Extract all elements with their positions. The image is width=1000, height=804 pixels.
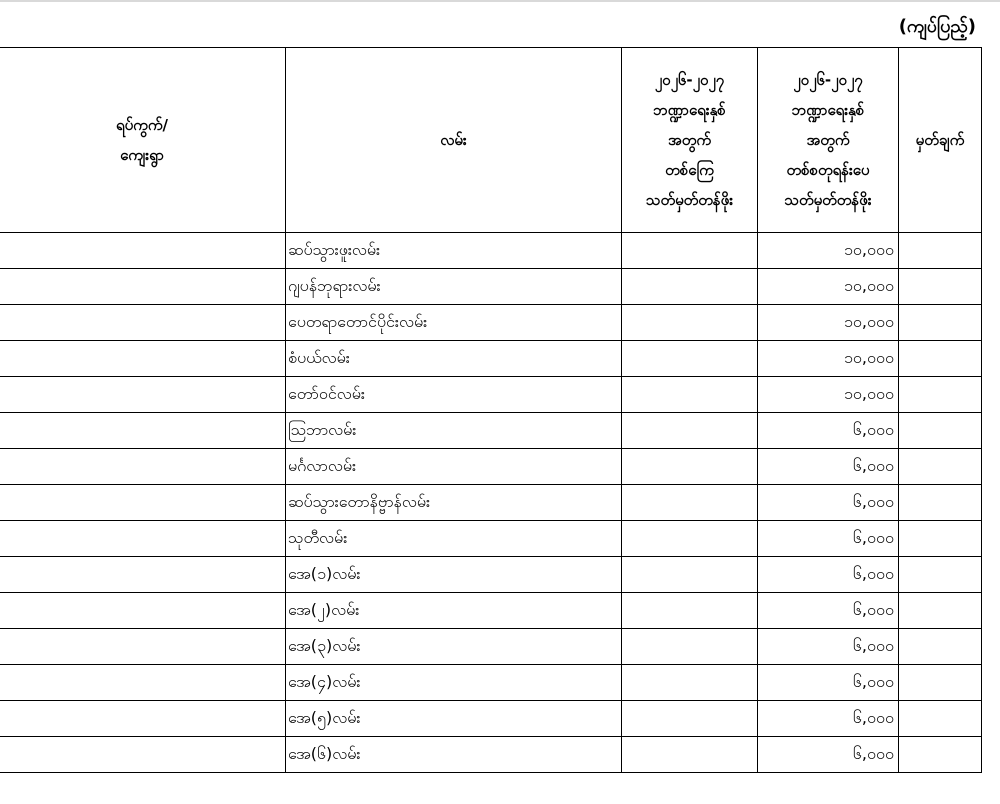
remarks-cell [899, 413, 982, 449]
fee-monthly-cell [622, 521, 758, 557]
header-fee-monthly-line-5: သတ်မှတ်တန်ဖိုး [645, 191, 734, 209]
fee-value-cell: ၆,၀၀၀ [758, 737, 899, 773]
header-fee-per-pole-line-3: အတွက် [806, 131, 850, 149]
remarks-cell [899, 269, 982, 305]
page-top-rule [0, 0, 1000, 2]
fee-value-cell: ၆,၀၀၀ [758, 665, 899, 701]
ward-cell [0, 557, 286, 593]
ward-cell [0, 593, 286, 629]
road-name-cell: အေ(၄)လမ်း [286, 665, 622, 701]
fee-monthly-cell [622, 593, 758, 629]
road-name-cell: အေ(၆)လမ်း [286, 737, 622, 773]
fee-monthly-cell [622, 629, 758, 665]
fee-value-cell: ၁၀,၀၀၀ [758, 305, 899, 341]
fee-value-cell: ၁၀,၀၀၀ [758, 377, 899, 413]
table-row [0, 737, 982, 773]
remarks-cell [899, 233, 982, 269]
header-road-line-1: လမ်း [440, 131, 467, 149]
fee-monthly-cell [622, 701, 758, 737]
fee-monthly-cell [622, 737, 758, 773]
road-name-cell: သြဘာလမ်း [286, 413, 622, 449]
fee-monthly-cell [622, 485, 758, 521]
remarks-cell [899, 341, 982, 377]
ward-cell [0, 449, 286, 485]
ward-cell [0, 629, 286, 665]
table-row [0, 305, 982, 341]
fee-value-cell: ၁၀,၀၀၀ [758, 233, 899, 269]
ward-cell [0, 269, 286, 305]
table-row [0, 629, 982, 665]
fee-value-cell: ၆,၀၀၀ [758, 413, 899, 449]
road-name-cell: ဆပ်သွားတောနိဗ္ဗာန်လမ်း [286, 485, 622, 521]
ward-cell [0, 233, 286, 269]
road-name-cell: အေ(၅)လမ်း [286, 701, 622, 737]
road-name-cell: ဆပ်သွားဖူးလမ်း [286, 233, 622, 269]
header-fee-monthly [622, 48, 758, 233]
fee-value-cell: ၆,၀၀၀ [758, 629, 899, 665]
header-fee-per-pole [758, 48, 899, 233]
table-row [0, 557, 982, 593]
ward-cell [0, 341, 286, 377]
header-ward-line-1: ရပ်ကွက်/ [115, 116, 168, 134]
road-name-cell: စံပယ်လမ်း [286, 341, 622, 377]
remarks-cell [899, 557, 982, 593]
ward-cell [0, 665, 286, 701]
fee-monthly-cell [622, 557, 758, 593]
fee-monthly-cell [622, 413, 758, 449]
road-name-cell: ဂျပန်ဘုရားလမ်း [286, 269, 622, 305]
remarks-cell [899, 629, 982, 665]
table-row [0, 521, 982, 557]
ward-cell [0, 737, 286, 773]
fee-value-cell: ၆,၀၀၀ [758, 557, 899, 593]
fee-value-cell: ၆,၀၀၀ [758, 521, 899, 557]
remarks-cell [899, 521, 982, 557]
table-row [0, 269, 982, 305]
header-fee-per-pole-line-2: ဘဏ္ဍာရေးနှစ် [791, 101, 865, 119]
fee-value-cell: ၆,၀၀၀ [758, 593, 899, 629]
table-row [0, 449, 982, 485]
table-row [0, 701, 982, 737]
fee-value-cell: ၆,၀၀၀ [758, 701, 899, 737]
fee-monthly-cell [622, 377, 758, 413]
fee-value-cell: ၆,၀၀၀ [758, 449, 899, 485]
remarks-cell [899, 449, 982, 485]
header-fee-monthly-line-3: အတွက် [667, 131, 712, 149]
ward-cell [0, 377, 286, 413]
table-header-row [0, 48, 982, 233]
table-row [0, 485, 982, 521]
header-fee-per-pole-line-5: သတ်မှတ်တန်ဖိုး [784, 191, 872, 209]
fee-monthly-cell [622, 305, 758, 341]
fee-value-cell: ၆,၀၀၀ [758, 485, 899, 521]
header-fee-monthly-line-2: ဘဏ္ဍာရေးနှစ် [653, 101, 726, 119]
fee-monthly-cell [622, 449, 758, 485]
header-ward-line-2: ကျေးရွာ [120, 146, 164, 164]
remarks-cell [899, 593, 982, 629]
header-remarks [899, 48, 982, 233]
header-fee-monthly-line-4: တစ်ကြေ [665, 161, 714, 179]
header-fee-per-pole-line-4: တစ်စတုရန်းပေ [786, 161, 870, 179]
fee-value-cell: ၁၀,၀၀၀ [758, 269, 899, 305]
header-fee-per-pole-line-1: ၂၀၂၆-၂၀၂၇ [793, 71, 863, 89]
road-name-cell: အေ(၁)လမ်း [286, 557, 622, 593]
road-name-cell: သုတီလမ်း [286, 521, 622, 557]
fee-value-cell: ၁၀,၀၀၀ [758, 341, 899, 377]
remarks-cell [899, 305, 982, 341]
table-row [0, 341, 982, 377]
road-name-cell: အေ(၃)လမ်း [286, 629, 622, 665]
road-name-cell: မင်္ဂလာလမ်း [286, 449, 622, 485]
ward-cell [0, 413, 286, 449]
header-ward-village [0, 48, 286, 233]
fee-monthly-cell [622, 269, 758, 305]
remarks-cell [899, 377, 982, 413]
table-row [0, 413, 982, 449]
header-road [286, 48, 622, 233]
currency-unit-note: (ကျပ်ပြည့်) [898, 16, 976, 37]
remarks-cell [899, 701, 982, 737]
fee-monthly-cell [622, 233, 758, 269]
ward-cell [0, 521, 286, 557]
remarks-cell [899, 665, 982, 701]
table-row [0, 593, 982, 629]
land-value-table [0, 47, 982, 773]
fee-monthly-cell [622, 341, 758, 377]
header-fee-monthly-line-1: ၂၀၂၆-၂၀၂၇ [654, 71, 725, 89]
ward-cell [0, 485, 286, 521]
table-row [0, 233, 982, 269]
remarks-cell [899, 737, 982, 773]
fee-monthly-cell [622, 665, 758, 701]
table-row [0, 665, 982, 701]
road-name-cell: အေ(၂)လမ်း [286, 593, 622, 629]
road-name-cell: တော်ဝင်လမ်း [286, 377, 622, 413]
remarks-cell [899, 485, 982, 521]
header-remarks-line-1: မှတ်ချက် [915, 131, 965, 149]
ward-cell [0, 305, 286, 341]
road-name-cell: ပေတရာတောင်ပိုင်းလမ်း [286, 305, 622, 341]
table-row [0, 377, 982, 413]
ward-cell [0, 701, 286, 737]
